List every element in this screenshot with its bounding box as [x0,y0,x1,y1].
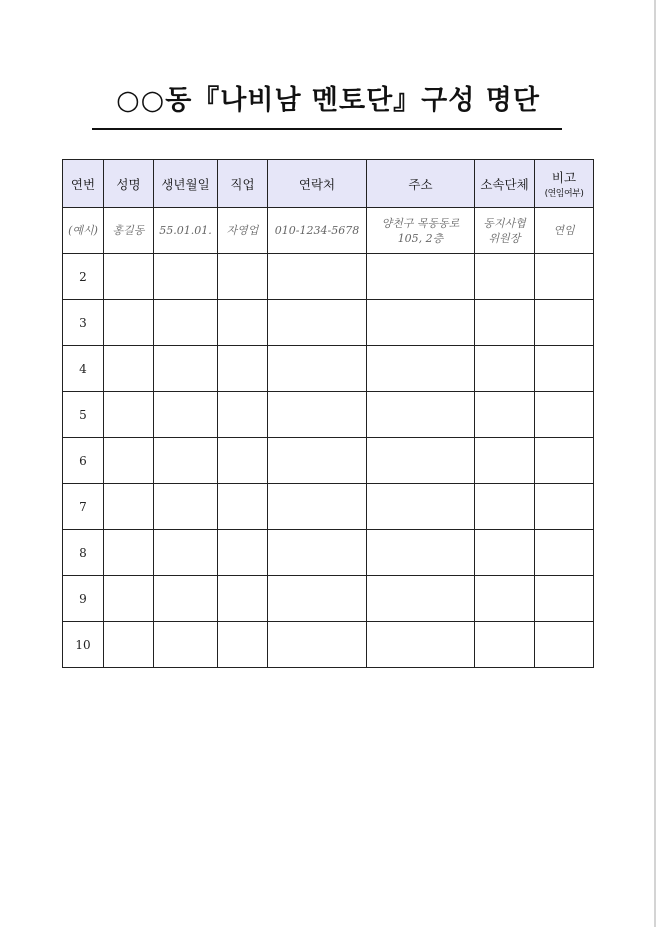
table-header-row [63,160,594,208]
empty-cell[interactable] [367,484,475,530]
example-contact: 010-1234-5678 [268,208,367,254]
table-row [63,346,594,392]
empty-cell[interactable] [475,392,535,438]
header-name: 성명 [104,160,154,208]
header-note [535,160,594,208]
empty-cell[interactable] [104,484,154,530]
empty-cell[interactable] [367,254,475,300]
empty-cell[interactable] [218,576,268,622]
empty-cell[interactable] [218,392,268,438]
empty-cell[interactable] [218,438,268,484]
table-row [63,254,594,300]
empty-cell[interactable] [154,530,218,576]
row-number: 8 [63,530,104,576]
empty-cell[interactable] [104,622,154,668]
empty-cell[interactable] [268,392,367,438]
title-underline [92,128,562,130]
example-birth: 55.01.01. [154,208,218,254]
table-row [63,622,594,668]
header-birth: 생년월일 [154,160,218,208]
empty-cell[interactable] [367,530,475,576]
empty-cell[interactable] [268,254,367,300]
empty-cell[interactable] [475,530,535,576]
empty-cell[interactable] [535,300,594,346]
empty-cell[interactable] [475,438,535,484]
example-address-line1: 양천구 목동동로 [381,216,460,230]
row-number: 4 [63,346,104,392]
empty-cell[interactable] [367,622,475,668]
empty-cell[interactable] [154,300,218,346]
table-row [63,438,594,484]
empty-cell[interactable] [268,346,367,392]
empty-cell[interactable] [535,254,594,300]
empty-cell[interactable] [104,530,154,576]
header-org: 소속단체 [475,160,535,208]
empty-cell[interactable] [104,392,154,438]
table-row [63,576,594,622]
empty-cell[interactable] [268,622,367,668]
row-number: 3 [63,300,104,346]
empty-cell[interactable] [218,300,268,346]
empty-cell[interactable] [535,392,594,438]
empty-cell[interactable] [475,484,535,530]
header-no: 연번 [63,160,104,208]
example-address [367,208,475,254]
empty-cell[interactable] [154,484,218,530]
empty-cell[interactable] [218,530,268,576]
empty-cell[interactable] [268,300,367,346]
empty-cell[interactable] [154,622,218,668]
empty-cell[interactable] [535,484,594,530]
empty-cell[interactable] [367,346,475,392]
empty-cell[interactable] [475,254,535,300]
example-org [475,208,535,254]
empty-cell[interactable] [367,392,475,438]
empty-cell[interactable] [535,622,594,668]
table-row [63,392,594,438]
empty-cell[interactable] [154,254,218,300]
empty-cell[interactable] [104,300,154,346]
empty-cell[interactable] [104,254,154,300]
empty-cell[interactable] [104,576,154,622]
header-contact: 연락처 [268,160,367,208]
empty-cell[interactable] [218,484,268,530]
empty-cell[interactable] [104,346,154,392]
table-row [63,530,594,576]
example-address-line2: 105, 2층 [397,231,444,245]
empty-cell[interactable] [104,438,154,484]
empty-cell[interactable] [367,438,475,484]
row-number: 9 [63,576,104,622]
empty-cell[interactable] [268,530,367,576]
table-row [63,484,594,530]
header-note-label: 비고 [551,170,577,185]
table-row [63,300,594,346]
empty-cell[interactable] [268,484,367,530]
empty-cell[interactable] [475,576,535,622]
row-number: 5 [63,392,104,438]
example-org-line1: 동지사협 [483,216,526,230]
empty-cell[interactable] [535,346,594,392]
empty-cell[interactable] [535,530,594,576]
empty-cell[interactable] [154,438,218,484]
empty-cell[interactable] [367,576,475,622]
empty-cell[interactable] [535,438,594,484]
empty-cell[interactable] [475,346,535,392]
empty-cell[interactable] [475,622,535,668]
row-number: 10 [63,622,104,668]
empty-cell[interactable] [475,300,535,346]
example-row [63,208,594,254]
empty-cell[interactable] [535,576,594,622]
header-job: 직업 [218,160,268,208]
empty-cell[interactable] [268,438,367,484]
empty-cell[interactable] [268,576,367,622]
document-title: ○○동『나비남 멘토단』구성 명단 [116,85,540,116]
header-note-sub: (연임여부) [544,189,584,199]
empty-cell[interactable] [154,576,218,622]
row-number: 2 [63,254,104,300]
empty-cell[interactable] [218,346,268,392]
example-org-line2: 위원장 [488,231,521,245]
empty-cell[interactable] [154,392,218,438]
header-address: 주소 [367,160,475,208]
empty-cell[interactable] [154,346,218,392]
example-note: 연임 [535,208,594,254]
row-number: 6 [63,438,104,484]
empty-cell[interactable] [218,622,268,668]
example-job: 자영업 [218,208,268,254]
example-no: (예시) [63,208,104,254]
empty-cell[interactable] [218,254,268,300]
example-name: 홍길동 [104,208,154,254]
member-table [62,159,594,668]
row-number: 7 [63,484,104,530]
empty-cell[interactable] [367,300,475,346]
